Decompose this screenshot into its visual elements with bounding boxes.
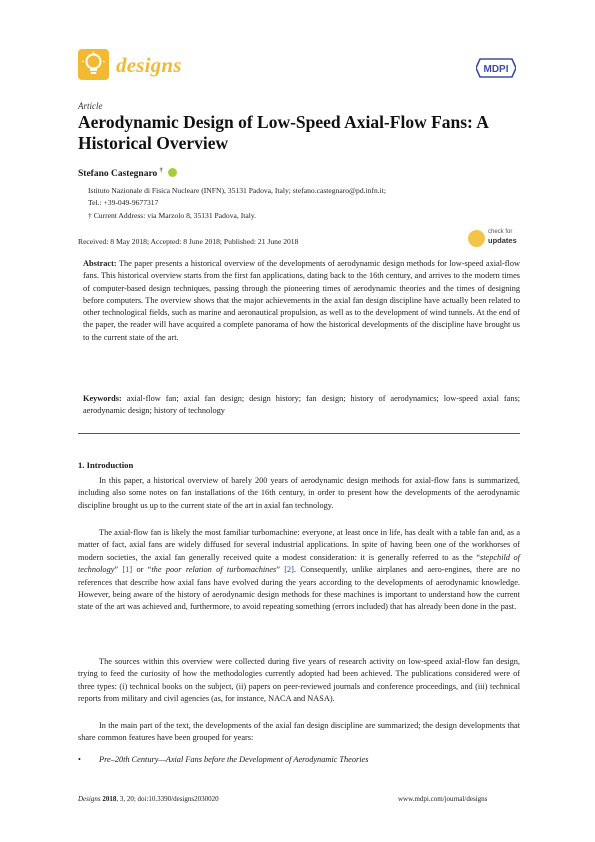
p2-text-b: ” — [114, 565, 123, 575]
check-updates-icon — [468, 230, 485, 247]
orcid-icon[interactable] — [168, 168, 177, 177]
abstract — [83, 258, 520, 344]
abstract-label: Abstract: — [83, 259, 117, 268]
publication-dates: Received: 8 May 2018; Accepted: 8 June 2018; Published: 21 June 2018 — [78, 237, 299, 246]
p2-text-c: or “ — [132, 565, 152, 575]
bullet-item — [78, 755, 368, 764]
p2-text-e: . Consequently, unlike airplanes and aero-engines, there are no references that describe how axial fans have evolved during the years according to the developments of aerodynamic knowledge. However, being aware of the history of aerodynamic design methods for these machines is important to understand how the current state of the art was achieved and, furthermore, to avoid repeating something (errors included) that has already been done in the past. — [78, 565, 520, 612]
affiliation-phone: Tel.: +39-049-9677317 — [88, 198, 159, 207]
article-type: Article — [78, 101, 103, 111]
keywords-text: axial-flow fan; axial fan design; design history; fan design; history of aerodynamics; low-speed axial fans; aerodynamic design; history of technology — [83, 394, 521, 416]
reference-link-2[interactable]: [2] — [284, 565, 294, 575]
section-divider — [78, 433, 520, 434]
author-line — [78, 168, 177, 179]
p2-quote-1: stepchild of technology — [78, 552, 520, 575]
footer-url-link[interactable]: www.mdpi.com/journal/designs — [398, 795, 488, 803]
affiliation-current-address: † Current Address: via Marzolo 8, 35131 Padova, Italy. — [88, 211, 257, 220]
keywords-label: Keywords: — [83, 394, 122, 403]
check-updates-line2: updates — [488, 236, 517, 245]
bullet-text: Pre–20th Century—Axial Fans before the Development of Aerodynamic Theories — [99, 755, 369, 764]
p2-quote-2: the poor relation of turbomachines — [151, 565, 277, 575]
paper-title: Aerodynamic Design of Low-Speed Axial-Flow Fans: A Historical Overview — [78, 112, 488, 153]
p2-text-d: ” — [276, 565, 285, 575]
intro-paragraph-3: The sources within this overview were collected during five years of research activity on low-speed axial-flow fan design, trying to feed the curiosity of how the methodologies currently adopted had been achieved. The publications considered were of three types: (i) technical books on the subject, (ii) papers on peer-reviewed journals and conference proceedings, and (iii) technical reports from military and civil agencies (as, for instance, NACA and NASA). — [78, 657, 520, 704]
intro-paragraph-2 — [78, 527, 520, 614]
check-for-updates-button[interactable] — [468, 228, 528, 248]
author-name[interactable]: Stefano Castegnaro — [78, 169, 158, 180]
footer-journal: Designs — [78, 795, 101, 803]
check-updates-line1: check for — [488, 229, 513, 235]
footer-doi: , 3, 20; doi:10.3390/designs2030020 — [116, 795, 219, 803]
affiliation-line: Istituto Nazionale di Fisica Nucleare (INFN), 35131 Padova, Italy; stefano.castegnaro@pd.infn.it; — [88, 186, 387, 195]
p2-text-a: The axial-flow fan is likely the most familiar turbomachine: everyone, at least once in life, has dealt with a table fan and, as a matter of fact, axial fans are widely diffused for several industrial applications. In spite of having been one of the workhorses of modern societies, the axial fan generally received quite a modest consideration: it is generally referred to as the “ — [78, 528, 520, 562]
footer-year: 2018 — [102, 795, 117, 803]
mdpi-logo-icon — [476, 58, 516, 78]
footer-citation — [78, 795, 219, 803]
reference-link-1[interactable]: [1] — [122, 565, 133, 575]
mdpi-logo-text: MDPI — [483, 64, 509, 75]
section-heading: 1. Introduction — [78, 460, 134, 470]
keywords — [83, 393, 520, 418]
intro-paragraph-4: In the main part of the text, the developments of the axial fan design discipline are summarized; the design developments that share common features have been grouped for years: — [78, 721, 520, 743]
designs-logo-icon — [78, 49, 109, 80]
author-mark: † — [159, 168, 163, 174]
bullet-icon: • — [78, 755, 81, 764]
intro-paragraph-1: In this paper, a historical overview of barely 200 years of aerodynamic design methods for axial-flow fans is summarized, including also some notes on fan installations of the 16th century, in order to present how the developments of the aerodynamic discipline brought us up to the current state of the art in axial fan technology. — [78, 476, 520, 510]
abstract-text: The paper presents a historical overview of the developments of aerodynamic design methods for low-speed axial-flow fans. This historical overview starts from the first fan applications, dating back to the 16th century, and arrives to the modern times of computer-based design techniques, passing through the pioneering times of aerodynamic theories and the times of designing before computers. The overview shows that the major achievements in the axial fan design discipline have actually been related to other technological fields, such as marine and aeronautical propulsion, as well as to the development of wind tunnels. At the end of the paper, the reader will have acquired a complete panorama of how the historical developments of the discipline have brought us to the current state of the art. — [83, 259, 520, 342]
journal-name: designs — [116, 53, 182, 77]
